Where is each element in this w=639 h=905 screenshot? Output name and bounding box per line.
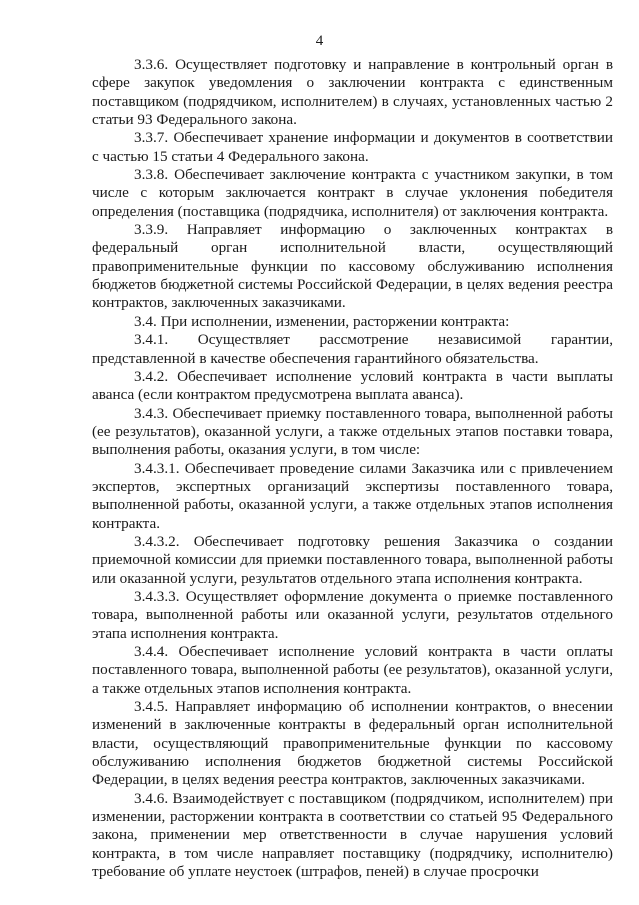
page-number: 4 [315,33,324,49]
paragraph-3-4-3-2: 3.4.3.2. Обеспечивает подготовку решения Заказчика о создании приемочной комиссии для приемки поставленного товара, выполненной работы или оказанной услуги, результатов отдельного этапа исполнения контракта. [92,532,613,587]
paragraph-3-3-7: 3.3.7. Обеспечивает хранение информации и документов в соответствии с частью 15 статьи 4 Федерального закона. [92,129,613,165]
paragraph-3-4-6: 3.4.6. Взаимодействует с поставщиком (подрядчиком, исполнителем) при изменении, расторжении контракта в соответствии со статьей 95 Федерального закона, применении мер ответственности в случае нарушения условий контракта, в том числе направляет поставщику (подрядчику, исполнителю) требование об уплате неустоек (штрафов, пеней) в случае просрочки [92,789,613,881]
paragraph-3-3-6: 3.3.6. Осуществляет подготовку и направление в контрольный орган в сфере закупок уведомления о заключении контракта с единственным поставщиком (подрядчиком, исполнителем) в случаях, установленных частью 2 статьи 93 Федерального закона. [92,56,613,129]
paragraph-3-4-4: 3.4.4. Обеспечивает исполнение условий контракта в части оплаты поставленного товара, выполненной работы (ее результатов), оказанной услуги, а также отдельных этапов исполнения контракта. [92,643,613,697]
paragraph-3-4-5: 3.4.5. Направляет информацию об исполнении контрактов, о внесении изменений в заключенные контракты в федеральный орган исполнительной власти, осуществляющий правоприменительные функции по кассовому обслуживанию исполнения бюджетов бюджетной системы Российской Федерации, в целях ведения реестра контрактов, заключенных заказчиками. [92,698,613,789]
paragraph-3-4-3-3: 3.4.3.3. Осуществляет оформление документа о приемке поставленного товара, выполненной работы или оказанной услуги, результатов отдельного этапа исполнения контракта. [92,587,613,642]
document-body [92,56,613,881]
paragraph-3-4-3: 3.4.3. Обеспечивает приемку поставленного товара, выполненной работы (ее результатов), оказанной услуги, а также отдельных этапов поставки товара, выполнения работы, оказания услуги, в том числе: [92,404,613,459]
paragraph-3-4-1: 3.4.1. Осуществляет рассмотрение независимой гарантии, представленной в качестве обеспечения гарантийного обязательства. [92,331,613,367]
paragraph-3-3-9: 3.3.9. Направляет информацию о заключенных контрактах в федеральный орган исполнительной власти, осуществляющий правоприменительные функции по кассовому обслуживанию исполнения бюджетов бюджетной системы Российской Федерации, в целях ведения реестра контрактов, заключенных заказчиками. [92,221,613,312]
paragraph-3-4: 3.4. При исполнении, изменении, расторжении контракта: [134,312,510,330]
paragraph-3-4-2: 3.4.2. Обеспечивает исполнение условий контракта в части выплаты аванса (если контрактом предусмотрена выплата аванса). [92,367,613,404]
paragraph-3-3-8: 3.3.8. Обеспечивает заключение контракта с участником закупки, в том числе с которым заключается контракт в случае уклонения победителя определения (поставщика (подрядчика, исполнителя) от заключения контракта. [92,166,613,220]
paragraph-3-4-3-1: 3.4.3.1. Обеспечивает проведение силами Заказчика или с привлечением экспертов, экспертных организаций экспертизы поставленного товара, выполненной работы, оказанной услуги, а также отдельных этапов исполнения контракта. [92,459,613,532]
